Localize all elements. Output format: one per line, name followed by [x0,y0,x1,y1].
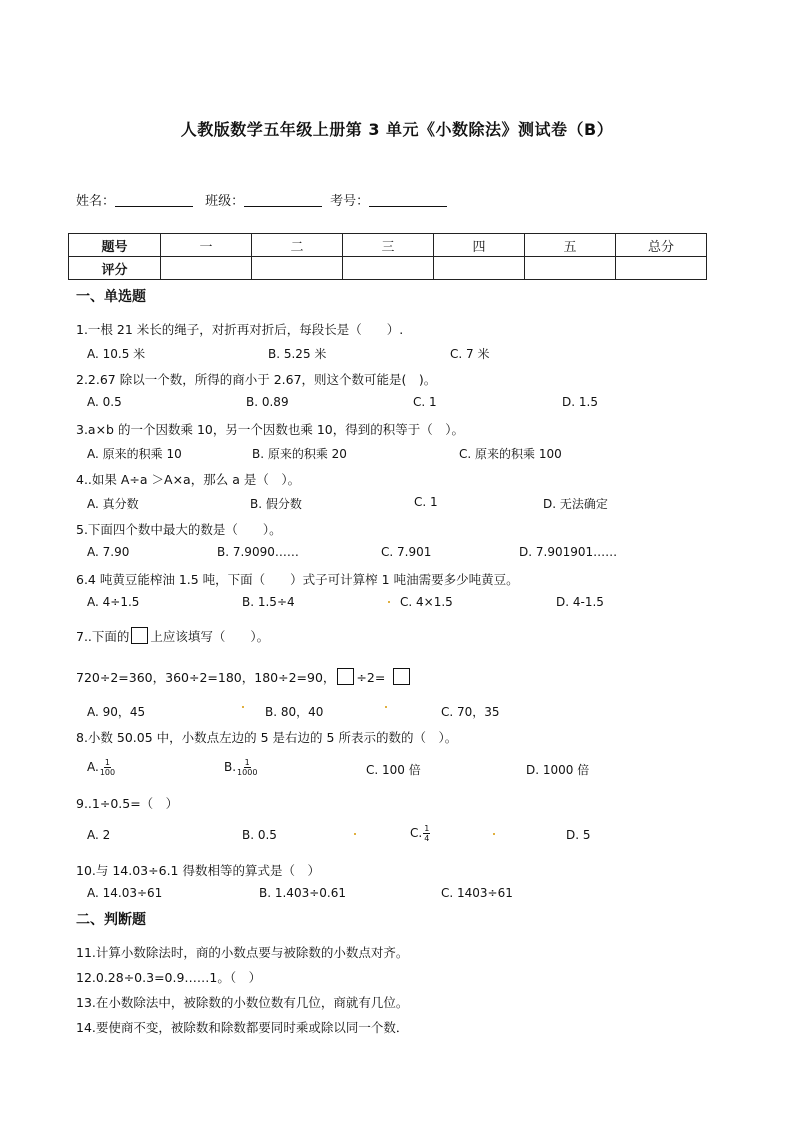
q1-option-b[interactable]: B. 5.25 米 [268,347,327,361]
q10-option-b[interactable]: B. 1.403÷0.61 [259,886,346,900]
q4-option-c[interactable]: C. 1 [414,495,438,509]
q9-option-c-label: C. [410,826,423,840]
q6-option-a[interactable]: A. 4÷1.5 [87,595,140,609]
score-cell[interactable] [525,257,616,280]
question-10: 10.与 14.03÷6.1 得数相等的算式是（ ） [76,863,320,878]
exam-number-label: 考号： [330,194,370,209]
class-label: 班级： [205,194,245,209]
class-blank[interactable] [244,193,322,207]
score-cell[interactable] [616,257,707,280]
q4-option-b[interactable]: B. 假分数 [250,497,302,511]
q1-option-a[interactable]: A. 10.5 米 [87,347,146,361]
answer-box [131,627,148,644]
question-1: 1.一根 21 米长的绳子，对折再对折后，每段长是（ ）. [76,322,404,337]
name-blank[interactable] [115,193,193,207]
q6-option-b[interactable]: B. 1.5÷4 [242,595,295,609]
q8-option-c[interactable]: C. 100 倍 [366,763,421,777]
fraction-numerator: 1 [424,824,430,833]
q10-option-a[interactable]: A. 14.03÷61 [87,886,163,900]
score-cell[interactable] [161,257,252,280]
score-cell[interactable] [434,257,525,280]
section-heading-true-false: 二、判断题 [76,912,146,928]
question-13: 13.在小数除法中，被除数的小数位数有几位，商就有几位。 [76,995,409,1010]
q2-option-c[interactable]: C. 1 [413,395,437,409]
q2-option-b[interactable]: B. 0.89 [246,395,289,409]
q7-option-c[interactable]: C. 70，35 [441,705,500,719]
q8-option-d[interactable]: D. 1000 倍 [526,763,590,777]
q7-expression [76,668,412,686]
q7-option-a[interactable]: A. 90，45 [87,705,146,719]
q3-option-c[interactable]: C. 原来的积乘 100 [459,447,562,461]
q9-option-b[interactable]: B. 0.5 [242,828,277,842]
score-cell[interactable] [252,257,343,280]
fraction [423,824,430,843]
answer-box-2[interactable] [393,668,410,685]
q5-option-a[interactable]: A. 7.90 [87,545,130,559]
q8-option-a-label: A. [87,760,99,774]
score-cell[interactable] [343,257,434,280]
question-11: 11.计算小数除法时，商的小数点要与被除数的小数点对齐。 [76,945,409,960]
q6-option-c[interactable]: C. 4×1.5 [400,595,453,609]
q2-option-a[interactable]: A. 0.5 [87,395,122,409]
name-label: 姓名： [76,194,116,209]
student-info [76,190,455,209]
question-3: 3.a×b 的一个因数乘 10，另一个因数也乘 10，得到的积等于（ ）。 [76,422,464,437]
q3-option-b[interactable]: B. 原来的积乘 20 [252,447,347,461]
q3-option-a[interactable]: A. 原来的积乘 10 [87,447,182,461]
score-table-score-row [69,257,707,280]
fraction-numerator: 1 [104,758,110,767]
header-cell: 三 [343,234,434,257]
q6-option-d[interactable]: D. 4-1.5 [556,595,604,609]
header-cell: 一 [161,234,252,257]
fraction-denominator: 1000 [237,768,258,777]
q8-option-a[interactable] [87,758,115,777]
q7-option-b[interactable]: B. 80，40 [265,705,324,719]
question-7 [76,627,269,645]
q9-option-a[interactable]: A. 2 [87,828,111,842]
stray-mark [388,601,390,603]
q4-option-a[interactable]: A. 真分数 [87,497,139,511]
row-label-cell: 评分 [69,257,161,280]
q5-option-d[interactable]: D. 7.901901…… [519,545,618,559]
score-table [68,233,707,280]
question-5: 5.下面四个数中最大的数是（ ）。 [76,522,282,537]
header-cell: 总分 [616,234,707,257]
question-14: 14.要使商不变，被除数和除数都要同时乘或除以同一个数． [76,1020,409,1035]
fraction-denominator: 100 [99,768,116,777]
q4-option-d[interactable]: D. 无法确定 [543,497,608,511]
stray-mark [385,706,387,708]
stray-mark [493,833,495,835]
question-9: 9..1÷0.5=（ ） [76,796,179,811]
q8-option-b-label: B. [224,760,237,774]
question-4: 4..如果 A÷a ＞A×a，那么 a 是（ ）。 [76,472,301,487]
page-title: 人教版数学五年级上册第 3 单元《小数除法》测试卷（B） [180,120,614,139]
q7-text-suffix: 上应该填写（ ）。 [150,629,270,644]
fraction [100,758,115,777]
q10-option-c[interactable]: C. 1403÷61 [441,886,513,900]
exam-number-blank[interactable] [369,193,447,207]
question-8: 8.小数 50.05 中，小数点左边的 5 是右边的 5 所表示的数的（ ）。 [76,730,458,745]
q7-expression-prefix: 720÷2=360，360÷2=180，180÷2=90， [76,670,336,685]
stray-mark [242,706,244,708]
q9-option-d[interactable]: D. 5 [566,828,591,842]
fraction-numerator: 1 [244,758,250,767]
fraction [237,758,257,777]
q8-option-b[interactable] [224,758,257,777]
q2-option-d[interactable]: D. 1.5 [562,395,598,409]
section-heading-single-choice: 一、单选题 [76,289,146,305]
q1-option-c[interactable]: C. 7 米 [450,347,490,361]
header-cell: 五 [525,234,616,257]
q7-text-prefix: 7..下面的 [76,629,130,644]
header-cell: 四 [434,234,525,257]
question-2: 2.2.67 除以一个数，所得的商小于 2.67，则这个数可能是( )。 [76,372,437,387]
answer-box-1[interactable] [337,668,354,685]
q5-option-c[interactable]: C. 7.901 [381,545,432,559]
question-6: 6.4 吨黄豆能榨油 1.5 吨，下面（ ）式子可计算榨 1 吨油需要多少吨黄豆。 [76,572,519,587]
fraction-denominator: 4 [424,834,430,843]
score-table-header-row [69,234,707,257]
question-12: 12.0.28÷0.3=0.9……1。（ ） [76,970,262,985]
q5-option-b[interactable]: B. 7.9090…… [217,545,299,559]
header-cell: 二 [252,234,343,257]
q7-expression-middle: ÷2= [356,670,386,685]
q9-option-c[interactable] [410,824,430,843]
header-cell: 题号 [69,234,161,257]
stray-mark [354,833,356,835]
